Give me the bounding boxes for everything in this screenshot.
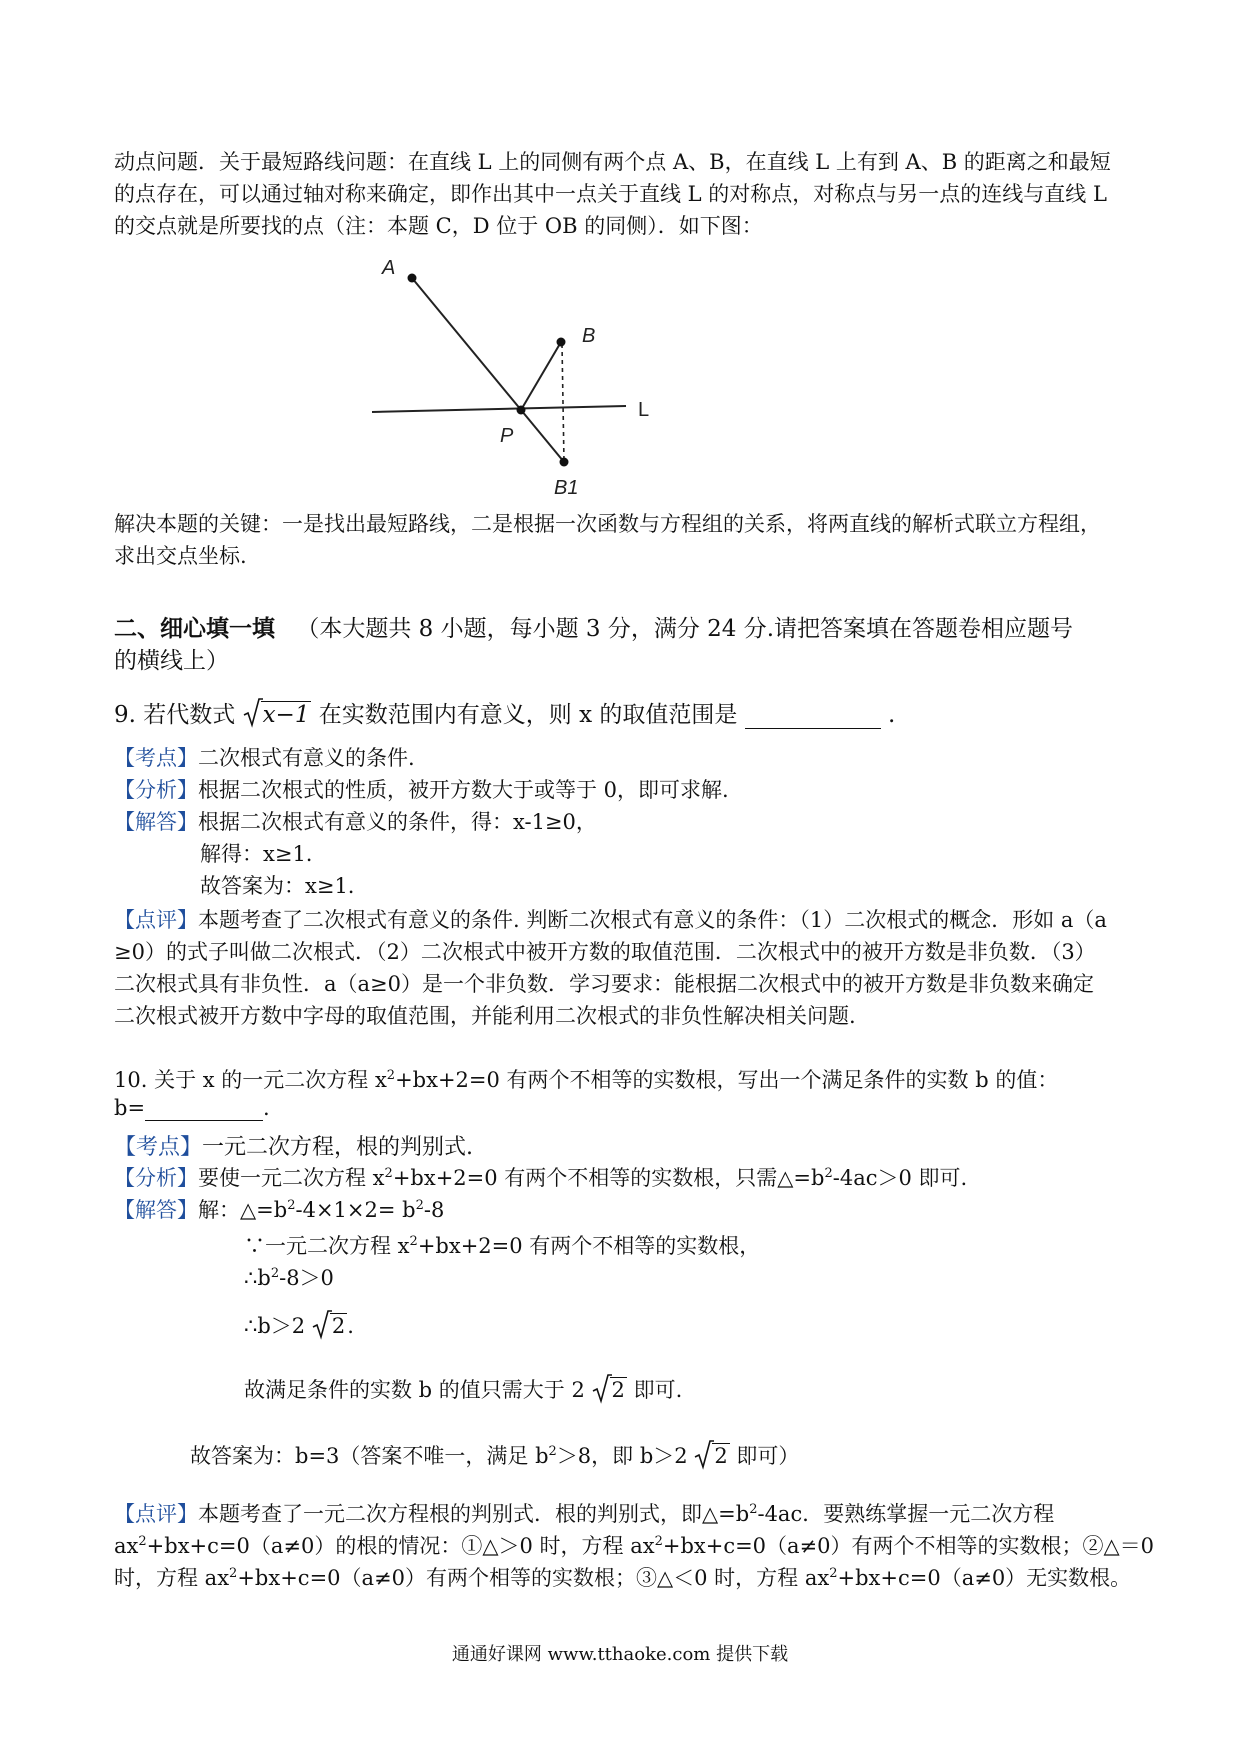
q9-jieda-text-1: 根据二次根式有意义的条件，得：x-1≥0，: [198, 810, 597, 834]
q9-kaodian: [114, 742, 415, 772]
q10-dianping1-b: -4ac．要熟练掌握一元二次方程: [757, 1502, 1055, 1526]
q9-prefix: 9. 若代数式: [114, 702, 236, 728]
q10-jieda3-sup: 2: [270, 1266, 280, 1281]
q10-dianping3-sup-1: 2: [229, 1566, 238, 1581]
q10-jieda1-b: -4×1×2= b: [295, 1198, 416, 1222]
q10-answer-sup: 2: [548, 1444, 557, 1459]
q10-dianping2-sup-1: 2: [138, 1534, 147, 1549]
q10-jieda2-sup: 2: [409, 1234, 418, 1249]
q10-fenxi: [114, 1162, 967, 1192]
q10-jieda: [114, 1194, 444, 1224]
q10-jieda-line-2: [244, 1230, 760, 1260]
shortest-path-diagram: [360, 248, 680, 508]
q10-kaodian-tag: 【考点】: [114, 1135, 203, 1160]
q10-jieda2-b: +bx+2=0 有两个不相等的实数根，: [417, 1234, 761, 1258]
q10-jieda3-b: -8＞0: [279, 1266, 334, 1290]
q10-dianping-line-2: [114, 1530, 1154, 1560]
q9-radicand: x−1: [262, 702, 310, 728]
q10-jieda5-a: 故满足条件的实数 b 的值只需大于 2: [244, 1378, 585, 1402]
q10-fenxi-a: 要使一元二次方程 x: [198, 1166, 385, 1190]
q10-dianping-line-3: [114, 1562, 1131, 1592]
q10-dianping3-a: 时，方程 ax: [114, 1566, 230, 1590]
q10-jieda3-a: ∴b: [244, 1266, 271, 1290]
q10-fenxi-c: -4ac＞0 即可.: [832, 1166, 968, 1190]
radical-icon: [694, 1440, 714, 1470]
q10-fenxi-b: +bx+2=0 有两个不相等的实数根，只需△=b: [392, 1166, 825, 1190]
q10-dianping2-sup-2: 2: [654, 1534, 663, 1549]
q10-kaodian-text: 一元二次方程，根的判别式.: [202, 1135, 474, 1160]
q9-dianping-text-2: ≥0）的式子叫做二次根式．（2）二次根式中被开方数的取值范围．二次根式中的被开方数是非负数．（3）: [114, 940, 1096, 964]
q10-jieda2-a: ∵一元二次方程 x: [244, 1234, 410, 1258]
q10-jieda-line-5: [244, 1374, 682, 1404]
q10-jieda1-sup-1: 2: [287, 1198, 296, 1213]
q10-line2b: .: [263, 1096, 270, 1120]
q10-line1b: +bx+2=0 有两个不相等的实数根，写出一个满足条件的实数 b 的值：: [395, 1068, 1059, 1092]
q10-line2a: b=: [114, 1096, 146, 1120]
q10-jieda5-radicand: 2: [611, 1378, 625, 1402]
q9-jieda-text-2: 解得：x≥1.: [200, 842, 313, 866]
intro-line-2: 的点存在，可以通过轴对称来确定，即作出其中一点关于直线 L 的对称点，对称点与另一点的连线与直线 L: [114, 182, 1107, 206]
q10-dianping2-a: ax: [114, 1534, 139, 1558]
point-B1: [560, 458, 569, 467]
q9-fenxi-tag: 【分析】: [114, 778, 198, 802]
q10-answer-line: [190, 1440, 799, 1470]
point-P: [517, 406, 526, 415]
q9-question: [114, 696, 895, 729]
q9-fenxi-text: 根据二次根式的性质，被开方数大于或等于 0，即可求解.: [198, 778, 729, 802]
q9-jieda-text-3: 故答案为：x≥1.: [200, 874, 355, 898]
q10-answer-b: ＞8，即 b＞2: [556, 1444, 688, 1468]
q9-jieda: [114, 806, 597, 836]
section2-heading: [114, 610, 1073, 643]
q10-dianping2-c: +bx+c=0（a≠0）有两个不相等的实数根；②△＝0: [662, 1534, 1155, 1558]
q10-answer-sqrt: [694, 1444, 729, 1468]
intro-line-1: 动点问题．关于最短路线问题：在直线 L 上的同侧有两个点 A、B，在直线 L 上有到 A、B 的距离之和最短: [114, 150, 1111, 174]
q9-dianping-text-4: 二次根式被开方数中字母的取值范围，并能利用二次根式的非负性解决相关问题.: [114, 1004, 856, 1028]
section2-desc: （本大题共 8 小题，每小题 3 分，满分 24 分.请把答案填在答题卷相应题号: [296, 616, 1074, 642]
q10-kaodian: [114, 1130, 473, 1161]
dashed-B-B1: [562, 344, 564, 462]
line-L: [372, 406, 626, 412]
key-line-2: 求出交点坐标.: [114, 544, 247, 568]
q10-jieda4-b: .: [347, 1314, 354, 1338]
q10-dianping1-a: 本题考查了一元二次方程根的判别式．根的判别式，即△=b: [198, 1502, 750, 1526]
key-line-1: 解决本题的关键：一是找出最短路线，二是根据一次函数与方程组的关系，将两直线的解析式联立方程组，: [114, 512, 1101, 536]
segment-A-B1: [412, 278, 564, 462]
q9-kaodian-text: 二次根式有意义的条件.: [198, 746, 415, 770]
q10-dianping2-b: +bx+c=0（a≠0）的根的情况：①△＞0 时，方程 ax: [146, 1534, 655, 1558]
q9-end: .: [888, 702, 896, 728]
label-A: A: [382, 257, 396, 279]
point-B: [557, 338, 566, 347]
q10-fenxi-sup-2: 2: [824, 1166, 833, 1181]
q10-dianping3-b: +bx+c=0（a≠0）有两个相等的实数根；③△＜0 时，方程 ax: [237, 1566, 830, 1590]
q10-jieda-line-4: [244, 1310, 354, 1340]
q9-dianping-tag: 【点评】: [114, 908, 198, 932]
q10-question-line-1: [114, 1064, 1058, 1094]
q9-sqrt: [243, 702, 312, 728]
label-B: B: [582, 325, 596, 347]
q10-dianping3-c: +bx+c=0（a≠0）无实数根。: [837, 1566, 1132, 1590]
q10-line1a: 10. 关于 x 的一元二次方程 x: [114, 1068, 387, 1092]
q10-jieda-tag: 【解答】: [114, 1198, 198, 1222]
q10-dianping: [114, 1498, 1054, 1528]
radical-icon: [592, 1374, 612, 1404]
q10-jieda1-c: -8: [423, 1198, 445, 1222]
section2-title: 二、细心填一填: [114, 616, 275, 642]
q9-dianping-text-3: 二次根式具有非负性．a（a≥0）是一个非负数．学习要求：能根据二次根式中的被开方数是非负数来确定: [114, 972, 1094, 996]
label-P: P: [500, 425, 514, 447]
q9-dianping: [114, 904, 1107, 934]
q9-kaodian-tag: 【考点】: [114, 746, 198, 770]
q10-jieda4-a: ∴b＞2: [244, 1314, 306, 1338]
radical-icon: [312, 1310, 332, 1340]
q10-jieda4-sqrt: [312, 1314, 347, 1338]
q10-jieda5-sqrt: [592, 1378, 627, 1402]
section2-desc-2: 的横线上）: [114, 648, 229, 674]
q10-jieda4-radicand: 2: [331, 1314, 346, 1338]
q10-fenxi-tag: 【分析】: [114, 1166, 198, 1190]
q10-answer-a: 故答案为：b=3（答案不唯一，满足 b: [190, 1444, 549, 1468]
q9-suffix: 在实数范围内有意义，则 x 的取值范围是: [318, 702, 738, 728]
q10-dianping3-sup-2: 2: [829, 1566, 838, 1581]
q10-answer-blank[interactable]: [145, 1096, 263, 1121]
q10-dianping-tag: 【点评】: [114, 1502, 198, 1526]
intro-line-3: 的交点就是所要找的点（注：本题 C，D 位于 OB 的同侧）．如下图：: [114, 214, 763, 238]
label-B1: B1: [554, 477, 579, 499]
q9-jieda-tag: 【解答】: [114, 810, 198, 834]
q10-dianping1-sup: 2: [749, 1502, 758, 1517]
q10-sup: 2: [386, 1068, 396, 1083]
q10-jieda5-b: 即可.: [626, 1378, 683, 1402]
q10-answer-c: 即可）: [729, 1444, 800, 1468]
point-A: [408, 274, 417, 283]
q10-jieda1-a: 解：△=b: [198, 1198, 288, 1222]
q9-answer-blank[interactable]: [745, 702, 881, 729]
segment-P-B: [521, 342, 561, 410]
q9-dianping-text-1: 本题考查了二次根式有意义的条件. 判断二次根式有意义的条件：（1）二次根式的概念．形如 a（a: [198, 908, 1107, 932]
page-footer: 通通好课网 www.tthaoke.com 提供下载: [451, 1644, 789, 1665]
q10-answer-radicand: 2: [714, 1444, 728, 1468]
q9-fenxi: [114, 774, 729, 804]
q10-question-line-2: [114, 1096, 270, 1121]
label-L: L: [638, 399, 650, 421]
q10-fenxi-sup-1: 2: [384, 1166, 393, 1181]
radical-icon: [243, 698, 263, 728]
q10-jieda-line-3: [244, 1262, 334, 1292]
q10-jieda1-sup-2: 2: [415, 1198, 424, 1213]
